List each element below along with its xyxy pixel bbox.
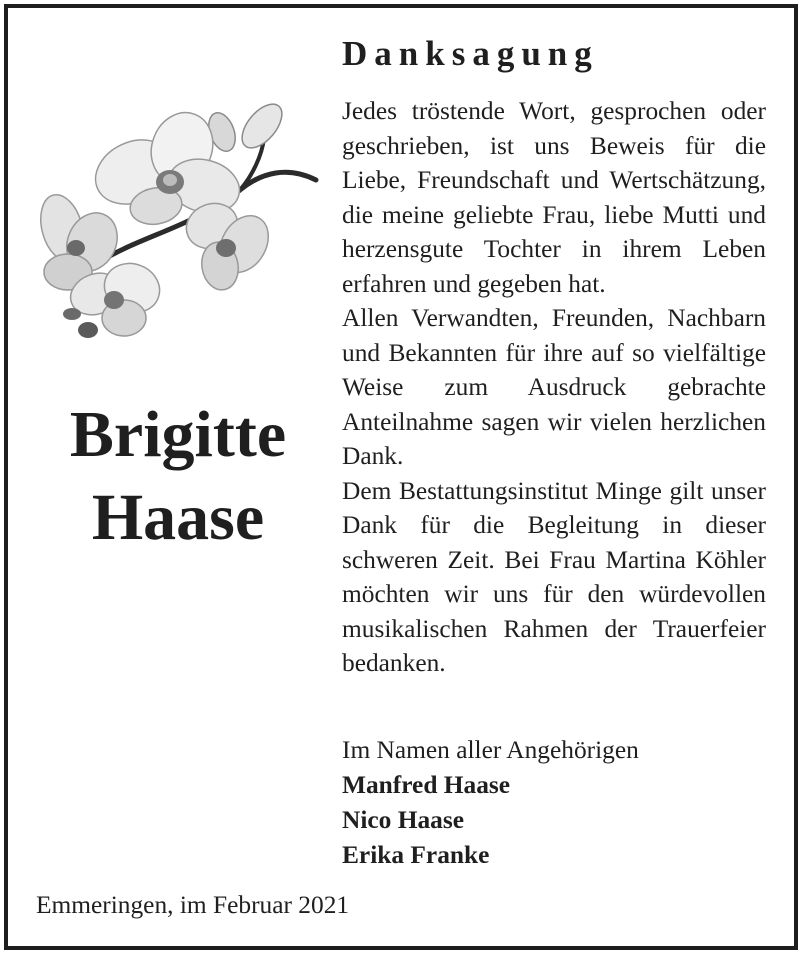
notice-title: Danksagung	[342, 34, 599, 73]
deceased-last-name: Haase	[91, 481, 265, 554]
message-paragraph: Jedes tröstende Wort, gesprochen oder geschrieben, ist uns Beweis für die Liebe, Freundschaft und Wertschätzung, die meine geliebte Frau, liebe Mutti und herzensgute Tochter in ihrem Leben erfahren und gegeben hat.	[342, 97, 766, 298]
message-paragraph: Dem Bestattungsinstitut Minge gilt unser Dank für die Begleitung in dieser schweren Zeit. Bei Frau Martina Köhler möchten wir uns für den würdevollen musikalischen Rahmen der Trauerfeier bedanken.	[342, 476, 766, 677]
deceased-first-name: Brigitte	[69, 398, 287, 471]
signature-block	[342, 733, 639, 873]
orchid-image	[26, 96, 326, 356]
signature-name: Nico Haase	[342, 806, 464, 834]
signature-intro: Im Namen aller Angehörigen	[342, 736, 639, 764]
message-paragraph: Allen Verwandten, Freunden, Nachbarn und Bekannten für ihre auf so vielfältige Weise zum Ausdruck gebrachte Anteilnahme sagen wir vielen herzlichen Dank.	[342, 304, 766, 470]
signature-name: Erika Franke	[342, 841, 490, 869]
message-text	[342, 94, 766, 681]
signature-name: Manfred Haase	[342, 771, 511, 799]
place-date: Emmeringen, im Februar 2021	[36, 891, 350, 919]
